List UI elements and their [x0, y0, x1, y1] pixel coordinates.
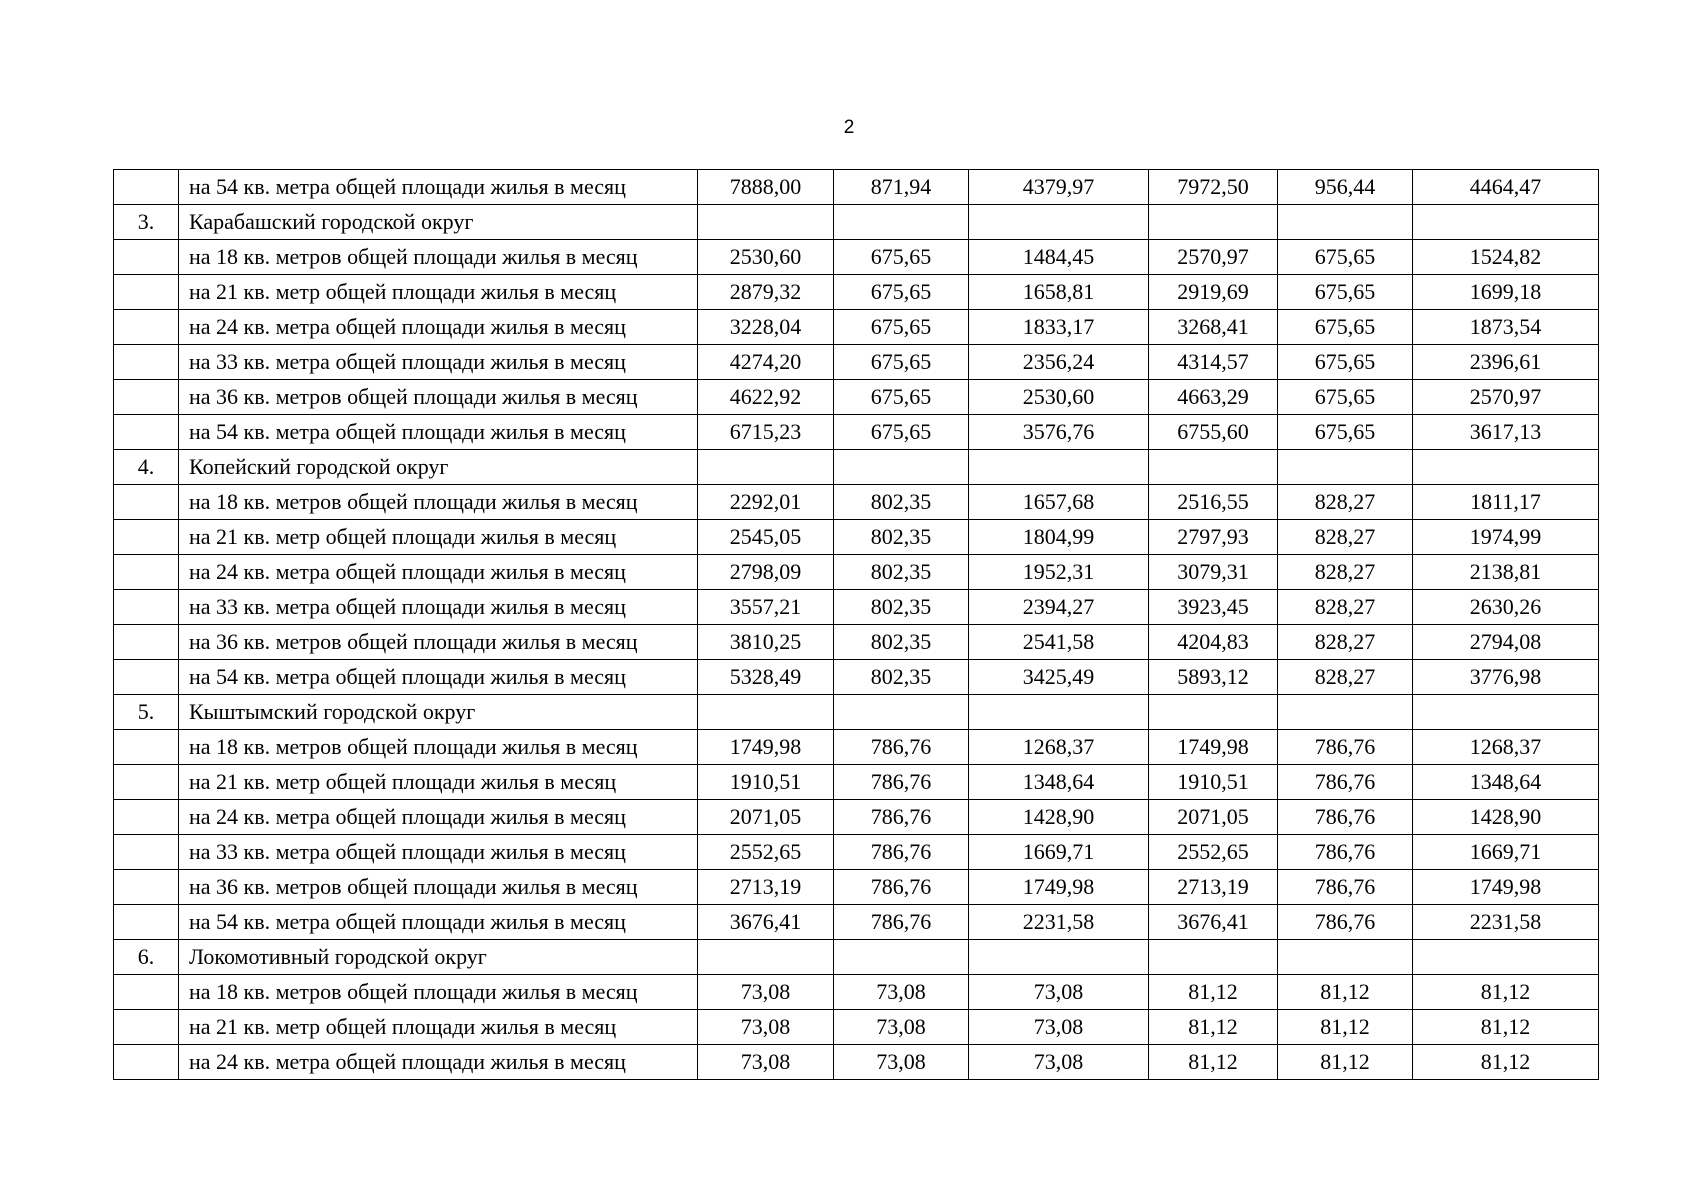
district-name-cell: Копейский городской округ	[179, 450, 698, 485]
value-cell-3: 1658,81	[969, 275, 1149, 310]
value-cell-2: 802,35	[834, 520, 969, 555]
value-cell-2: 802,35	[834, 625, 969, 660]
area-label-cell: на 18 кв. метров общей площади жилья в месяц	[179, 975, 698, 1010]
value-cell-3: 1268,37	[969, 730, 1149, 765]
value-cell-1	[698, 695, 834, 730]
value-cell-4: 4204,83	[1149, 625, 1278, 660]
value-cell-3: 1952,31	[969, 555, 1149, 590]
value-cell-1: 2798,09	[698, 555, 834, 590]
value-cell-3: 2530,60	[969, 380, 1149, 415]
row-number-cell	[114, 345, 179, 380]
value-cell-6: 2794,08	[1413, 625, 1599, 660]
row-number-cell	[114, 520, 179, 555]
table-row	[114, 485, 1599, 520]
value-cell-1	[698, 940, 834, 975]
value-cell-1: 2879,32	[698, 275, 834, 310]
table-row	[114, 765, 1599, 800]
value-cell-2: 786,76	[834, 800, 969, 835]
value-cell-3: 1804,99	[969, 520, 1149, 555]
row-number-cell	[114, 485, 179, 520]
value-cell-2: 675,65	[834, 380, 969, 415]
value-cell-6: 3617,13	[1413, 415, 1599, 450]
value-cell-6	[1413, 205, 1599, 240]
row-number-cell	[114, 660, 179, 695]
value-cell-4: 4314,57	[1149, 345, 1278, 380]
value-cell-6: 81,12	[1413, 1010, 1599, 1045]
value-cell-3: 1348,64	[969, 765, 1149, 800]
value-cell-5: 675,65	[1278, 275, 1413, 310]
value-cell-2: 786,76	[834, 835, 969, 870]
value-cell-3: 2394,27	[969, 590, 1149, 625]
value-cell-5: 786,76	[1278, 800, 1413, 835]
table-row	[114, 380, 1599, 415]
value-cell-5: 828,27	[1278, 660, 1413, 695]
value-cell-2: 802,35	[834, 660, 969, 695]
value-cell-1: 3228,04	[698, 310, 834, 345]
table-row	[114, 170, 1599, 205]
value-cell-6: 2396,61	[1413, 345, 1599, 380]
district-name-cell: Кыштымский городской округ	[179, 695, 698, 730]
value-cell-4	[1149, 940, 1278, 975]
value-cell-3: 73,08	[969, 1045, 1149, 1080]
value-cell-5: 81,12	[1278, 1045, 1413, 1080]
value-cell-4: 3079,31	[1149, 555, 1278, 590]
value-cell-1: 6715,23	[698, 415, 834, 450]
value-cell-5: 828,27	[1278, 555, 1413, 590]
row-number-cell: 6.	[114, 940, 179, 975]
area-label-cell: на 36 кв. метров общей площади жилья в месяц	[179, 380, 698, 415]
value-cell-1: 1749,98	[698, 730, 834, 765]
value-cell-1: 2530,60	[698, 240, 834, 275]
value-cell-1: 3557,21	[698, 590, 834, 625]
value-cell-6	[1413, 695, 1599, 730]
value-cell-3: 3425,49	[969, 660, 1149, 695]
value-cell-3: 1749,98	[969, 870, 1149, 905]
value-cell-4	[1149, 205, 1278, 240]
value-cell-5: 828,27	[1278, 520, 1413, 555]
row-number-cell	[114, 800, 179, 835]
table-row	[114, 240, 1599, 275]
value-cell-4: 3268,41	[1149, 310, 1278, 345]
row-number-cell	[114, 380, 179, 415]
value-cell-6: 2138,81	[1413, 555, 1599, 590]
table-row	[114, 310, 1599, 345]
area-label-cell: на 21 кв. метр общей площади жилья в месяц	[179, 1010, 698, 1045]
value-cell-1: 73,08	[698, 1010, 834, 1045]
value-cell-5: 786,76	[1278, 765, 1413, 800]
value-cell-4: 2071,05	[1149, 800, 1278, 835]
value-cell-4: 3676,41	[1149, 905, 1278, 940]
value-cell-6: 1749,98	[1413, 870, 1599, 905]
value-cell-4	[1149, 695, 1278, 730]
value-cell-1: 7888,00	[698, 170, 834, 205]
value-cell-2	[834, 205, 969, 240]
row-number-cell	[114, 870, 179, 905]
value-cell-6	[1413, 450, 1599, 485]
value-cell-6	[1413, 940, 1599, 975]
area-label-cell: на 33 кв. метра общей площади жилья в месяц	[179, 345, 698, 380]
value-cell-3: 2356,24	[969, 345, 1149, 380]
area-label-cell: на 54 кв. метра общей площади жилья в месяц	[179, 660, 698, 695]
area-label-cell: на 18 кв. метров общей площади жилья в месяц	[179, 730, 698, 765]
value-cell-2	[834, 940, 969, 975]
value-cell-4	[1149, 450, 1278, 485]
area-label-cell: на 18 кв. метров общей площади жилья в месяц	[179, 240, 698, 275]
value-cell-5	[1278, 940, 1413, 975]
value-cell-2: 786,76	[834, 765, 969, 800]
value-cell-4: 81,12	[1149, 1045, 1278, 1080]
area-label-cell: на 21 кв. метр общей площади жилья в месяц	[179, 520, 698, 555]
value-cell-5: 786,76	[1278, 730, 1413, 765]
value-cell-3: 1484,45	[969, 240, 1149, 275]
section-row	[114, 205, 1599, 240]
value-cell-2	[834, 450, 969, 485]
value-cell-6: 2231,58	[1413, 905, 1599, 940]
value-cell-2: 675,65	[834, 345, 969, 380]
table-row	[114, 835, 1599, 870]
value-cell-2: 675,65	[834, 415, 969, 450]
district-name-cell: Локомотивный городской округ	[179, 940, 698, 975]
value-cell-1: 2713,19	[698, 870, 834, 905]
table-row	[114, 345, 1599, 380]
value-cell-4: 81,12	[1149, 1010, 1278, 1045]
value-cell-6: 1974,99	[1413, 520, 1599, 555]
value-cell-3	[969, 695, 1149, 730]
value-cell-3: 2231,58	[969, 905, 1149, 940]
row-number-cell	[114, 625, 179, 660]
page-number: 2	[843, 117, 855, 138]
table-row	[114, 800, 1599, 835]
area-label-cell: на 24 кв. метра общей площади жилья в месяц	[179, 1045, 698, 1080]
value-cell-5: 675,65	[1278, 345, 1413, 380]
value-cell-3: 73,08	[969, 975, 1149, 1010]
value-cell-6: 1268,37	[1413, 730, 1599, 765]
section-row	[114, 450, 1599, 485]
value-cell-3: 1669,71	[969, 835, 1149, 870]
row-number-cell	[114, 1010, 179, 1045]
row-number-cell	[114, 310, 179, 345]
value-cell-4: 1749,98	[1149, 730, 1278, 765]
value-cell-6: 3776,98	[1413, 660, 1599, 695]
row-number-cell	[114, 275, 179, 310]
area-label-cell: на 54 кв. метра общей площади жилья в месяц	[179, 905, 698, 940]
row-number-cell	[114, 730, 179, 765]
row-number-cell	[114, 555, 179, 590]
row-number-cell: 3.	[114, 205, 179, 240]
value-cell-6: 1524,82	[1413, 240, 1599, 275]
value-cell-5	[1278, 450, 1413, 485]
value-cell-1: 2545,05	[698, 520, 834, 555]
row-number-cell	[114, 1045, 179, 1080]
table-row	[114, 1010, 1599, 1045]
value-cell-2: 675,65	[834, 240, 969, 275]
value-cell-6: 1811,17	[1413, 485, 1599, 520]
value-cell-3	[969, 450, 1149, 485]
row-number-cell	[114, 765, 179, 800]
value-cell-5: 828,27	[1278, 485, 1413, 520]
value-cell-5	[1278, 695, 1413, 730]
value-cell-2: 802,35	[834, 485, 969, 520]
value-cell-3: 4379,97	[969, 170, 1149, 205]
value-cell-6: 81,12	[1413, 975, 1599, 1010]
row-number-cell	[114, 975, 179, 1010]
tariff-table	[113, 169, 1599, 1080]
value-cell-2: 675,65	[834, 310, 969, 345]
district-name-cell: Карабашский городской округ	[179, 205, 698, 240]
value-cell-6: 1699,18	[1413, 275, 1599, 310]
table-row	[114, 520, 1599, 555]
value-cell-2: 73,08	[834, 975, 969, 1010]
value-cell-6: 2630,26	[1413, 590, 1599, 625]
value-cell-1: 3676,41	[698, 905, 834, 940]
area-label-cell: на 54 кв. метра общей площади жилья в месяц	[179, 415, 698, 450]
area-label-cell: на 54 кв. метра общей площади жилья в месяц	[179, 170, 698, 205]
value-cell-3	[969, 940, 1149, 975]
row-number-cell	[114, 835, 179, 870]
value-cell-2: 73,08	[834, 1045, 969, 1080]
value-cell-3: 2541,58	[969, 625, 1149, 660]
value-cell-4: 2797,93	[1149, 520, 1278, 555]
value-cell-2: 802,35	[834, 555, 969, 590]
value-cell-3: 3576,76	[969, 415, 1149, 450]
value-cell-2: 802,35	[834, 590, 969, 625]
value-cell-6: 4464,47	[1413, 170, 1599, 205]
table-row	[114, 625, 1599, 660]
value-cell-6: 1428,90	[1413, 800, 1599, 835]
value-cell-1: 2071,05	[698, 800, 834, 835]
value-cell-3: 73,08	[969, 1010, 1149, 1045]
row-number-cell: 4.	[114, 450, 179, 485]
area-label-cell: на 21 кв. метр общей площади жилья в месяц	[179, 275, 698, 310]
value-cell-6: 1669,71	[1413, 835, 1599, 870]
table-row	[114, 975, 1599, 1010]
value-cell-6: 2570,97	[1413, 380, 1599, 415]
table-row	[114, 730, 1599, 765]
value-cell-1: 5328,49	[698, 660, 834, 695]
value-cell-1: 2552,65	[698, 835, 834, 870]
value-cell-5: 675,65	[1278, 415, 1413, 450]
table-row	[114, 590, 1599, 625]
value-cell-5: 81,12	[1278, 975, 1413, 1010]
value-cell-3	[969, 205, 1149, 240]
value-cell-2: 786,76	[834, 730, 969, 765]
area-label-cell: на 18 кв. метров общей площади жилья в месяц	[179, 485, 698, 520]
area-label-cell: на 24 кв. метра общей площади жилья в месяц	[179, 555, 698, 590]
value-cell-4: 2713,19	[1149, 870, 1278, 905]
value-cell-5: 675,65	[1278, 310, 1413, 345]
value-cell-4: 1910,51	[1149, 765, 1278, 800]
value-cell-4: 2516,55	[1149, 485, 1278, 520]
row-number-cell	[114, 240, 179, 275]
value-cell-4: 7972,50	[1149, 170, 1278, 205]
table-row	[114, 870, 1599, 905]
value-cell-1: 4274,20	[698, 345, 834, 380]
row-number-cell: 5.	[114, 695, 179, 730]
area-label-cell: на 36 кв. метров общей площади жилья в месяц	[179, 870, 698, 905]
value-cell-4: 3923,45	[1149, 590, 1278, 625]
area-label-cell: на 21 кв. метр общей площади жилья в месяц	[179, 765, 698, 800]
value-cell-5: 828,27	[1278, 625, 1413, 660]
value-cell-1: 73,08	[698, 975, 834, 1010]
value-cell-1: 4622,92	[698, 380, 834, 415]
table-row	[114, 275, 1599, 310]
value-cell-5	[1278, 205, 1413, 240]
area-label-cell: на 24 кв. метра общей площади жилья в месяц	[179, 800, 698, 835]
value-cell-5: 675,65	[1278, 380, 1413, 415]
value-cell-2: 786,76	[834, 870, 969, 905]
row-number-cell	[114, 415, 179, 450]
value-cell-5: 956,44	[1278, 170, 1413, 205]
value-cell-6: 1348,64	[1413, 765, 1599, 800]
value-cell-5: 675,65	[1278, 240, 1413, 275]
value-cell-2	[834, 695, 969, 730]
section-row	[114, 940, 1599, 975]
value-cell-3: 1428,90	[969, 800, 1149, 835]
value-cell-4: 81,12	[1149, 975, 1278, 1010]
value-cell-5: 786,76	[1278, 870, 1413, 905]
value-cell-4: 2552,65	[1149, 835, 1278, 870]
value-cell-4: 4663,29	[1149, 380, 1278, 415]
value-cell-2: 73,08	[834, 1010, 969, 1045]
value-cell-1	[698, 450, 834, 485]
value-cell-5: 786,76	[1278, 835, 1413, 870]
row-number-cell	[114, 590, 179, 625]
table-row	[114, 555, 1599, 590]
value-cell-2: 871,94	[834, 170, 969, 205]
value-cell-1: 1910,51	[698, 765, 834, 800]
section-row	[114, 695, 1599, 730]
value-cell-1	[698, 205, 834, 240]
table-row	[114, 660, 1599, 695]
table-body	[114, 170, 1599, 1080]
value-cell-4: 2919,69	[1149, 275, 1278, 310]
area-label-cell: на 33 кв. метра общей площади жилья в месяц	[179, 835, 698, 870]
area-label-cell: на 36 кв. метров общей площади жилья в месяц	[179, 625, 698, 660]
value-cell-1: 2292,01	[698, 485, 834, 520]
value-cell-6: 81,12	[1413, 1045, 1599, 1080]
value-cell-3: 1657,68	[969, 485, 1149, 520]
value-cell-4: 5893,12	[1149, 660, 1278, 695]
table-row	[114, 415, 1599, 450]
value-cell-5: 81,12	[1278, 1010, 1413, 1045]
value-cell-5: 786,76	[1278, 905, 1413, 940]
value-cell-1: 73,08	[698, 1045, 834, 1080]
value-cell-1: 3810,25	[698, 625, 834, 660]
value-cell-4: 6755,60	[1149, 415, 1278, 450]
row-number-cell	[114, 170, 179, 205]
value-cell-6: 1873,54	[1413, 310, 1599, 345]
area-label-cell: на 33 кв. метра общей площади жилья в месяц	[179, 590, 698, 625]
row-number-cell	[114, 905, 179, 940]
table-row	[114, 905, 1599, 940]
value-cell-5: 828,27	[1278, 590, 1413, 625]
value-cell-2: 786,76	[834, 905, 969, 940]
table-row	[114, 1045, 1599, 1080]
area-label-cell: на 24 кв. метра общей площади жилья в месяц	[179, 310, 698, 345]
value-cell-3: 1833,17	[969, 310, 1149, 345]
value-cell-4: 2570,97	[1149, 240, 1278, 275]
value-cell-2: 675,65	[834, 275, 969, 310]
